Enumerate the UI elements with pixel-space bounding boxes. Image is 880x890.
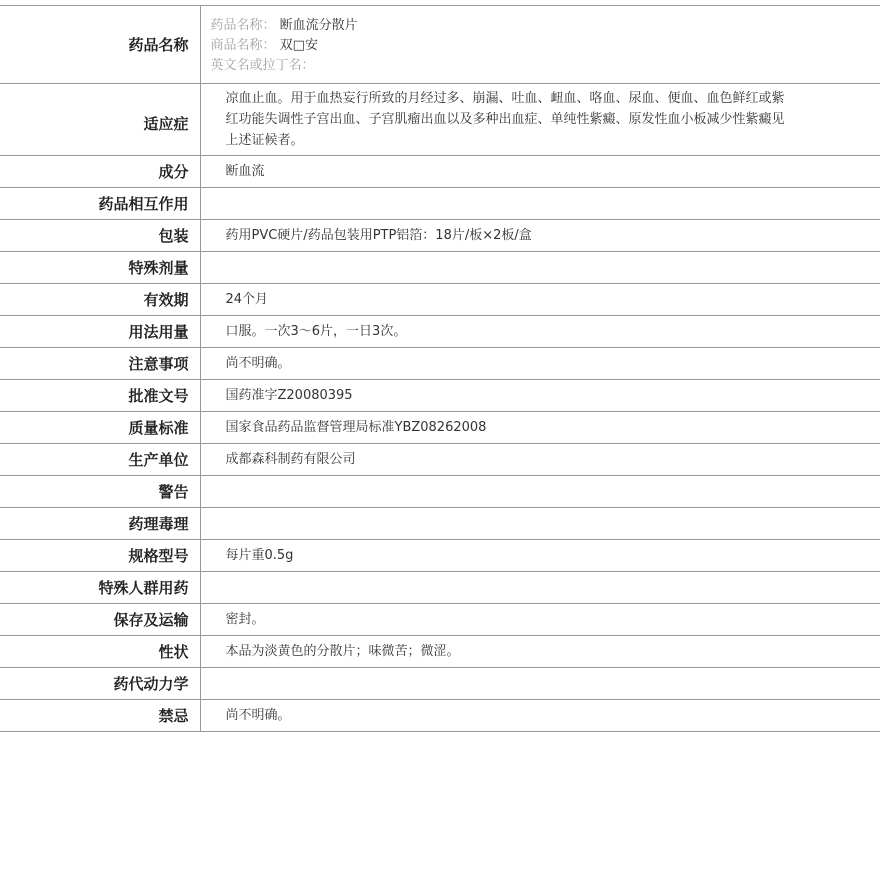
row-label: 质量标准 — [0, 412, 200, 444]
row-label: 批准文号 — [0, 380, 200, 412]
row-label: 特殊剂量 — [0, 252, 200, 284]
row-description — [0, 636, 880, 668]
row-label: 注意事项 — [0, 348, 200, 380]
row-indications — [0, 84, 880, 156]
row-value: 密封。 — [200, 604, 880, 636]
row-label: 药品名称 — [0, 6, 200, 84]
row-interactions — [0, 188, 880, 220]
row-manufacturer — [0, 444, 880, 476]
row-label: 有效期 — [0, 284, 200, 316]
row-value: 药用PVC硬片/药品包装用PTP铝箔：18片/板×2板/盒 — [200, 220, 880, 252]
row-special-dosage — [0, 252, 880, 284]
row-value — [200, 252, 880, 284]
row-packaging — [0, 220, 880, 252]
row-label: 规格型号 — [0, 540, 200, 572]
row-value — [200, 572, 880, 604]
row-value: 口服。一次3～6片，一日3次。 — [200, 316, 880, 348]
row-label: 用法用量 — [0, 316, 200, 348]
row-label: 警告 — [0, 476, 200, 508]
generic-name-key: 药品名称： — [210, 18, 276, 33]
row-value: 凉血止血。用于血热妄行所致的月经过多、崩漏、吐血、衄血、咯血、尿血、便血、血色鲜红或紫红功能失调性子宫出血、子宫肌瘤出血以及多种出血症、单纯性紫癜、原发性血小板减少性紫癜见上述证候者。 — [200, 84, 880, 156]
row-dosage — [0, 316, 880, 348]
row-contraindications — [0, 700, 880, 732]
row-value: 每片重0.5g — [200, 540, 880, 572]
row-value — [200, 188, 880, 220]
row-special-populations — [0, 572, 880, 604]
row-label: 药品相互作用 — [0, 188, 200, 220]
row-value — [200, 668, 880, 700]
trade-name-value: 双□安 — [279, 38, 318, 53]
english-name-line — [211, 56, 880, 76]
generic-name-line — [211, 16, 880, 36]
row-precautions — [0, 348, 880, 380]
name-block — [201, 7, 880, 82]
row-shelf-life — [0, 284, 880, 316]
row-specification — [0, 540, 880, 572]
row-label: 生产单位 — [0, 444, 200, 476]
row-pharmacology — [0, 508, 880, 540]
row-value: 成都森科制药有限公司 — [200, 444, 880, 476]
row-label: 适应症 — [0, 84, 200, 156]
row-label: 性状 — [0, 636, 200, 668]
row-label: 禁忌 — [0, 700, 200, 732]
trade-name-line — [211, 36, 880, 56]
row-label: 成分 — [0, 156, 200, 188]
generic-name-value: 断血流分散片 — [279, 18, 358, 33]
drug-info-table — [0, 5, 880, 732]
row-label: 药理毒理 — [0, 508, 200, 540]
row-label: 包装 — [0, 220, 200, 252]
row-value: 断血流 — [200, 156, 880, 188]
row-approval-number — [0, 380, 880, 412]
row-value: 国家食品药品监督管理局标准YBZ08262008 — [200, 412, 880, 444]
name-block-cell — [200, 6, 880, 84]
row-value: 国药准字Z20080395 — [200, 380, 880, 412]
row-storage — [0, 604, 880, 636]
row-value: 本品为淡黄色的分散片；味微苦；微涩。 — [200, 636, 880, 668]
row-ingredients — [0, 156, 880, 188]
row-value — [200, 476, 880, 508]
row-quality-standard — [0, 412, 880, 444]
row-drug-name — [0, 6, 880, 84]
row-label: 药代动力学 — [0, 668, 200, 700]
row-warning — [0, 476, 880, 508]
trade-name-key: 商品名称： — [210, 38, 276, 53]
english-name-key: 英文名或拉丁名： — [210, 58, 315, 73]
row-label: 特殊人群用药 — [0, 572, 200, 604]
row-value: 尚不明确。 — [200, 348, 880, 380]
row-value: 尚不明确。 — [200, 700, 880, 732]
row-value — [200, 508, 880, 540]
row-label: 保存及运输 — [0, 604, 200, 636]
row-pharmacokinetics — [0, 668, 880, 700]
row-value: 24个月 — [200, 284, 880, 316]
